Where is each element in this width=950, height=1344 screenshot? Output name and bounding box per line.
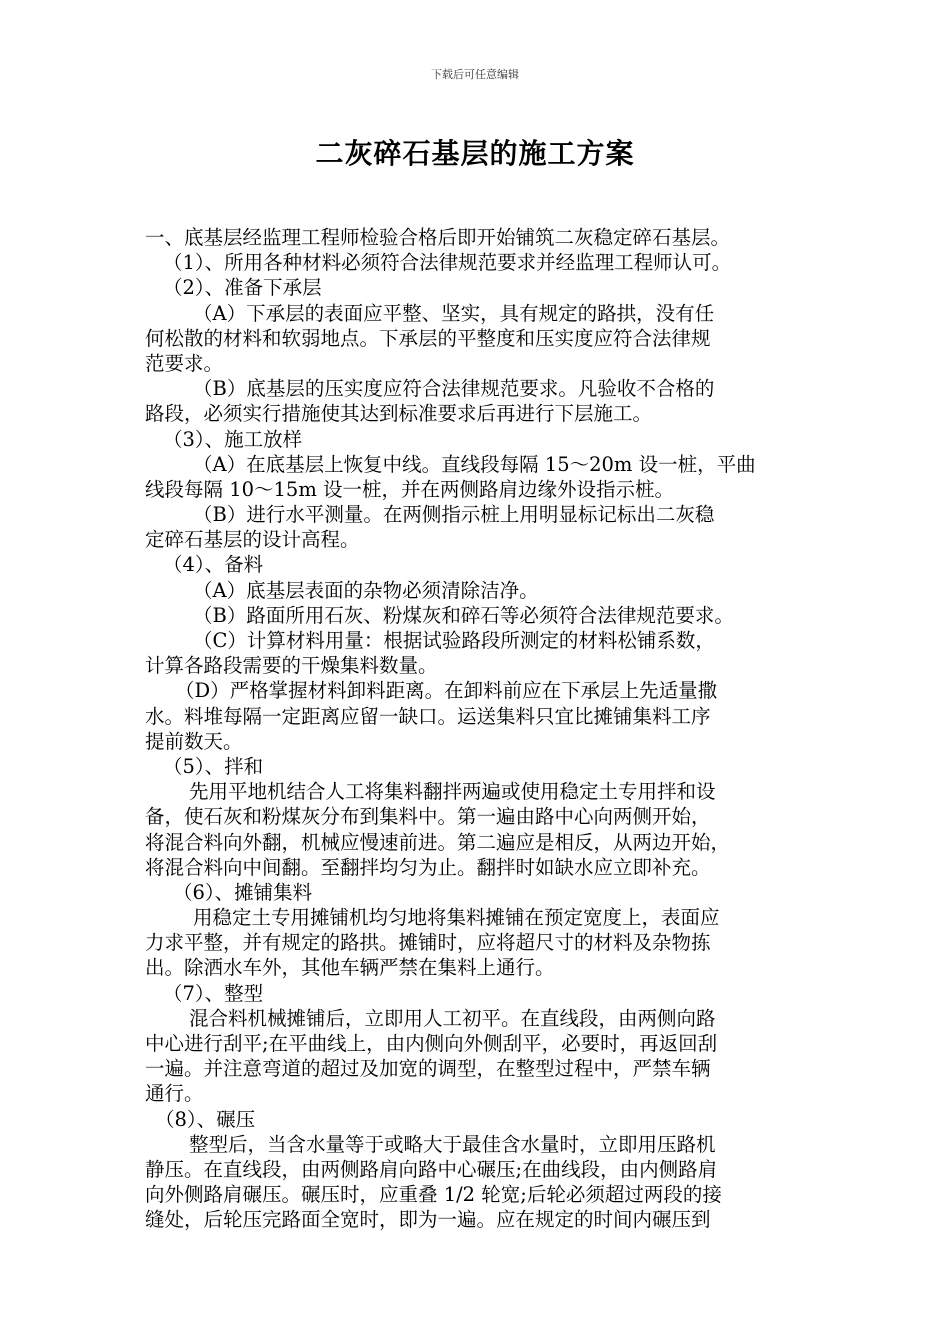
paragraph-line: 水。料堆每隔一定距离应留一缺口。运送集料只宜比摊铺集料工序 <box>145 704 711 728</box>
paragraph-line: 整型后，当含水量等于或略大于最佳含水量时，立即用压路机 <box>189 1132 716 1156</box>
paragraph-line: 提前数天。 <box>145 729 243 753</box>
document-title: 二灰碎石基层的施工方案 <box>315 137 635 170</box>
paragraph-line: （4）、备料 <box>163 553 264 577</box>
paragraph-line: （A）在底基层上恢复中线。直线段每隔 15～20m 设一桩，平曲 <box>193 452 756 476</box>
paragraph-line: 缝处，后轮压完路面全宽时，即为一遍。应在规定的时间内碾压到 <box>145 1208 711 1232</box>
paragraph-line: 一、底基层经监理工程师检验合格后即开始铺筑二灰稳定碎石基层。 <box>145 226 731 249</box>
paragraph-line: 用稳定土专用摊铺机均匀地将集料摊铺在预定宽度上，表面应 <box>193 906 720 930</box>
paragraph-line: 定碎石基层的设计高程。 <box>145 528 360 552</box>
paragraph-line: （2）、准备下承层 <box>163 276 322 300</box>
paragraph-line: 力求平整，并有规定的路拱。摊铺时，应将超尺寸的材料及杂物拣 <box>145 931 711 955</box>
paragraph-line: （5）、拌和 <box>163 754 264 778</box>
paragraph-line: （7）、整型 <box>163 981 264 1005</box>
paragraph-line: （A）下承层的表面应平整、坚实，具有规定的路拱，没有任 <box>193 301 715 325</box>
page-header: 下载后可任意编辑 <box>431 68 519 81</box>
paragraph-line: 出。除洒水车外，其他车辆严禁在集料上通行。 <box>145 956 555 980</box>
paragraph-line: （6）、摊铺集料 <box>173 880 313 904</box>
paragraph-line: 何松散的材料和软弱地点。下承层的平整度和压实度应符合法律规 <box>145 326 711 350</box>
paragraph-line: 线段每隔 10～15m 设一桩，并在两侧路肩边缘外设指示桩。 <box>145 477 675 501</box>
paragraph-line: （3）、施工放样 <box>163 427 303 451</box>
document-body <box>145 225 820 1233</box>
paragraph-line: （1）、所用各种材料必须符合法律规范要求并经监理工程师认可。 <box>163 251 732 275</box>
paragraph-line: 将混合料向外翻，机械应慢速前进。第二遍应是相反，从两边开始， <box>145 830 731 854</box>
paragraph-line: 一遍。并注意弯道的超过及加宽的调型，在整型过程中，严禁车辆 <box>145 1057 711 1081</box>
paragraph-line: 先用平地机结合人工将集料翻拌两遍或使用稳定土专用拌和设 <box>189 780 716 804</box>
paragraph-line: （B）进行水平测量。在两侧指示桩上用明显标记标出二灰稳 <box>193 503 715 527</box>
paragraph-line: （8）、碾压 <box>155 1107 256 1131</box>
paragraph-line: （A）底基层表面的杂物必须清除洁净。 <box>193 578 539 602</box>
paragraph-line: 通行。 <box>145 1082 204 1106</box>
paragraph-line: （C）计算材料用量：根据试验路段所测定的材料松铺系数， <box>193 629 715 652</box>
paragraph-line: 静压。在直线段，由两侧路肩向路中心碾压;在曲线段，由内侧路肩 <box>145 1157 718 1181</box>
paragraph-line: （B）底基层的压实度应符合法律规范要求。凡验收不合格的 <box>193 377 715 401</box>
paragraph-line: 计算各路段需要的干燥集料数量。 <box>145 654 438 678</box>
paragraph-line: 中心进行刮平;在平曲线上，由内侧向外侧刮平，必要时，再返回刮 <box>145 1032 718 1055</box>
paragraph-line: 路段，必须实行措施使其达到标准要求后再进行下层施工。 <box>145 402 653 426</box>
paragraph-line: （D）严格掌握材料卸料距离。在卸料前应在下承层上先适量撒 <box>175 679 718 703</box>
paragraph-line: 范要求。 <box>145 351 224 375</box>
paragraph-line: 混合料机械摊铺后，立即用人工初平。在直线段，由两侧向路 <box>189 1006 716 1030</box>
paragraph-line: 备，使石灰和粉煤灰分布到集料中。第一遍由路中心向两侧开始， <box>145 805 711 829</box>
paragraph-line: 向外侧路肩碾压。碾压时，应重叠 1/2 轮宽;后轮必须超过两段的接 <box>145 1183 722 1207</box>
paragraph-line: 将混合料向中间翻。至翻拌均匀为止。翻拌时如缺水应立即补充。 <box>145 855 711 879</box>
paragraph-line: （B）路面所用石灰、粉煤灰和碎石等必须符合法律规范要求。 <box>193 603 734 627</box>
